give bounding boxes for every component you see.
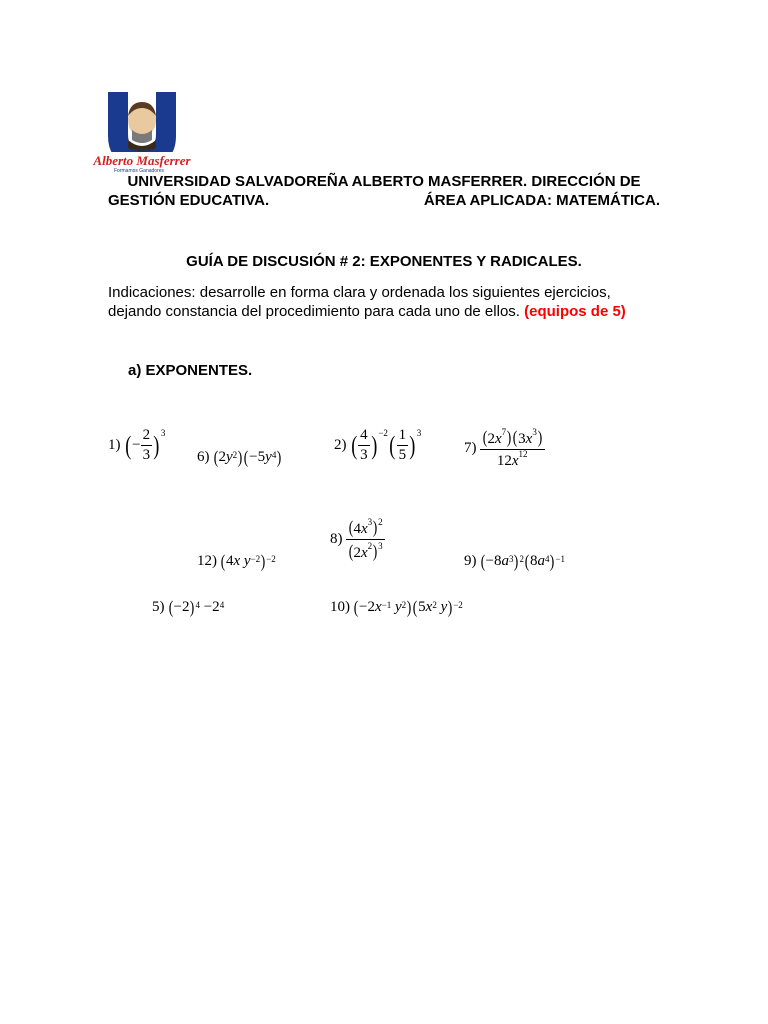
section-heading-exponentes: a) EXPONENTES.	[128, 362, 253, 379]
title-line-2-left: GESTIÓN EDUCATIVA.	[108, 192, 270, 209]
exercise-number: 2)	[334, 437, 347, 453]
title-line-2-right: ÁREA APLICADA: MATEMÁTICA.	[423, 192, 660, 209]
exercise-5: 5) ( −2 ) $^4$ −2 $^4$	[152, 597, 225, 617]
logo-name: Alberto Masferrer	[93, 153, 191, 168]
exercise-number: 6)	[197, 448, 210, 465]
title-line-1: UNIVERSIDAD SALVADOREÑA ALBERTO MASFERRER. DIRECCIÓN DE	[127, 173, 641, 190]
exercise-10: 10) ( −2 x $^{-1}$ y $^2$ ) ( 5 x $^2$ y ) $^{-2}$	[330, 597, 463, 617]
exercise-number: 9)	[464, 552, 477, 569]
exercise-number: 8)	[330, 531, 343, 547]
instructions-highlight: (equipos de 5)	[524, 303, 626, 320]
exercise-2: 2) ( $\frac{4}{3}$ ) $^{-2}$ ( $\frac{1}{5}$ ) $^3$	[334, 427, 422, 463]
exercise-1: 1) ( − $\frac{2}{3}$ ) $^3$	[108, 427, 166, 463]
instructions-line-1: Indicaciones: desarrolle en forma clara y ordenada los siguientes ejercicios,	[108, 284, 611, 301]
exercise-7: 7) $\frac{(2x^7)(3x^3)}{12x^{12}}$	[464, 428, 545, 469]
exercise-9: 9) ( −8 a $^3$ ) $^2$ ( 8 a $^4$ ) $^{-1}$	[464, 551, 566, 571]
exercise-8: 8) $\frac{(4x^3)^2}{(2x^2)^3}$	[330, 517, 383, 561]
exercise-number: 1)	[108, 437, 121, 453]
exercise-6: 6) ( 2 y $^2$ ) ( −5 y $^4$ )	[197, 447, 282, 467]
title-line-2	[108, 191, 660, 210]
instructions	[108, 283, 660, 321]
guide-title: GUÍA DE DISCUSIÓN # 2: EXPONENTES Y RADICALES.	[186, 253, 582, 270]
exercise-number: 5)	[152, 598, 165, 615]
exercise-12: 12) ( 4 x y $^{-2}$ ) $^{-2}$	[197, 551, 276, 571]
university-logo	[90, 90, 194, 176]
exercise-number: 10)	[330, 598, 350, 615]
logo-bottom-text: Formamos Ganadores	[114, 168, 165, 174]
instructions-text: dejando constancia del procedimiento para cada uno de ellos.	[108, 303, 520, 320]
instructions-line-2	[108, 302, 660, 321]
exercise-number: 7)	[464, 440, 477, 456]
logo-top-text: Universidad Salvadoreña	[112, 148, 168, 154]
document-title	[108, 172, 660, 210]
exercise-number: 12)	[197, 552, 217, 569]
